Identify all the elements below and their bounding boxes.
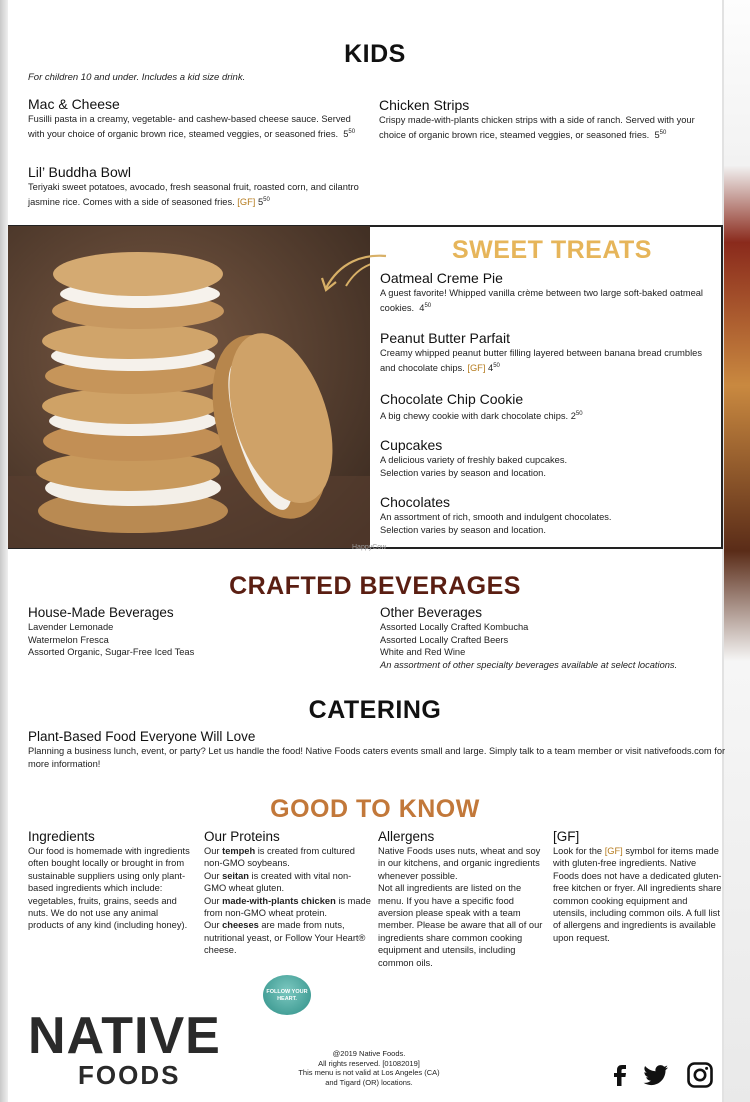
item-name: Chicken Strips xyxy=(379,97,470,113)
proteins-chicken: Our made-with-plants chicken is made from non-GMO wheat protein. xyxy=(204,895,371,919)
item-name: Mac & Cheese xyxy=(28,96,120,112)
item-desc: Teriyaki sweet potatoes, avocado, fresh seasonal fruit, roasted corn, and cilantro jasmine rice. Comes with a side of seasoned fries. [GF] $5^{50}$ xyxy=(28,182,359,208)
item-desc-note: Selection varies by season and location. xyxy=(380,525,546,535)
item-desc: Fusilli pasta in a creamy, vegetable- and cashew-based cheese sauce. Served with your choice of organic brown rice, steamed veggies, or seasoned fries. $5^{50}$ xyxy=(28,114,356,140)
catering-desc: Planning a business lunch, event, or party? Let us handle the food! Native Foods caters events small and large. Simply talk to a team member or visit nativefoods.com for more information! xyxy=(28,746,726,769)
beverage-line: Lavender Lemonade xyxy=(28,622,114,632)
follow-your-heart-badge xyxy=(263,975,311,1015)
logo-foods: FOODS xyxy=(78,1060,181,1090)
menu-item xyxy=(380,330,715,375)
item-name: Oatmeal Creme Pie xyxy=(380,270,503,286)
item-desc: Crispy made-with-plants chicken strips with a side of ranch. Served with your choice of organic brown rice, steamed veggies, or seasoned fries. $5^{50}$ xyxy=(379,115,695,141)
beverage-line: White and Red Wine xyxy=(380,647,466,657)
facebook-icon[interactable] xyxy=(606,1062,634,1088)
good-to-know-title: GOOD TO KNOW xyxy=(270,795,480,823)
item-desc: A big chewy cookie with dark chocolate chips. $2^{50}$ xyxy=(380,411,583,422)
item-name: Chocolates xyxy=(380,494,451,510)
legal-line: This menu is not valid at Los Angeles (CA) xyxy=(298,1068,440,1077)
beverage-note: An assortment of other specialty beverages available at select locations. xyxy=(380,659,678,670)
beverage-line: Watermelon Fresca xyxy=(28,634,109,645)
allergens-desc-2: Not all ingredients are listed on the menu. If you have a specific food aversion please speak with a team member. Please be aware that all of our ingredients share common cooking equipment and utensils, including common oils. xyxy=(378,883,543,968)
arrow-doodle-icon xyxy=(318,252,388,297)
menu-item xyxy=(28,96,368,141)
item-desc: Creamy whipped peanut butter filling layered between banana bread crumbles and chocolate chips. [GF] $4^{50}$ xyxy=(380,348,702,374)
menu-item xyxy=(380,391,715,423)
ingredients-desc: Our food is homemade with ingredients often bought locally or brought in from sustainable suppliers using only plant-based ingredients which include: vegetables, fruits, grains, seeds and nuts. We do not use any animal products of any kind (including honey). xyxy=(28,846,190,931)
kids-note: For children 10 and under. Includes a kid size drink. xyxy=(28,72,246,83)
menu-item xyxy=(380,270,715,315)
page-edge-left xyxy=(0,0,8,1102)
menu-item xyxy=(380,437,715,480)
beverage-line: Assorted Locally Crafted Kombucha xyxy=(380,622,529,632)
legal-line: All rights reserved. [01082019] xyxy=(318,1058,420,1068)
beverages-title: CRAFTED BEVERAGES xyxy=(229,572,521,600)
proteins-cheeses: Our cheeses are made from nuts, nutritional yeast, or Follow Your Heart® cheese. xyxy=(204,920,366,956)
page-edge-right xyxy=(724,0,750,1102)
allergens-col xyxy=(378,828,548,969)
menu-item xyxy=(379,97,724,142)
allergens-heading: Allergens xyxy=(378,829,435,844)
ingredients-heading: Ingredients xyxy=(28,829,95,844)
beverage-heading: House-Made Beverages xyxy=(28,605,174,620)
beverage-line: Assorted Organic, Sugar-Free Iced Teas xyxy=(28,647,195,657)
proteins-tempeh: Our tempeh is created from cultured non-GMO soybeans. xyxy=(204,846,355,869)
item-name: Chocolate Chip Cookie xyxy=(380,391,524,407)
item-name: Peanut Butter Parfait xyxy=(380,330,510,346)
legal-text xyxy=(280,1049,458,1087)
legal-line: @2019 Native Foods. xyxy=(332,1049,406,1058)
cookie-stack-illustration xyxy=(8,226,370,548)
cookie-photo xyxy=(8,226,370,548)
watermark: HappyCow xyxy=(352,544,387,551)
gf-desc: Look for the [GF] symbol for items made with gluten-free ingredients. Native Foods does not have a dedicated gluten-free kitchen or fryer. All ingredients share common cooking equipment and utensils, including common oils. A full list of allergens and ingredients is available upon request. xyxy=(553,846,722,943)
badge-line-1: FOLLOW YOUR xyxy=(266,989,308,995)
menu-item xyxy=(28,164,368,209)
gf-col xyxy=(553,828,723,944)
catering-title: CATERING xyxy=(308,696,442,724)
item-name: Lil’ Buddha Bowl xyxy=(28,164,131,180)
item-desc: A delicious variety of freshly baked cupcakes. xyxy=(380,455,568,465)
sweet-treats-title: SWEET TREATS xyxy=(452,236,652,264)
proteins-seitan: Our seitan is created with vital non-GMO wheat gluten. xyxy=(204,870,352,894)
beverage-line: Assorted Locally Crafted Beers xyxy=(380,634,509,645)
proteins-col xyxy=(204,828,372,957)
logo-native: NATIVE xyxy=(28,1007,221,1065)
item-desc-note: Selection varies by season and location. xyxy=(380,468,546,478)
allergens-desc: Native Foods uses nuts, wheat and soy in our kitchens, and organic ingredients whenever possible. xyxy=(378,846,541,881)
badge-line-2: HEART. xyxy=(277,996,297,1002)
item-name: Cupcakes xyxy=(380,437,443,453)
menu-item xyxy=(380,494,715,537)
catering-block xyxy=(28,728,728,771)
proteins-heading: Our Proteins xyxy=(204,829,280,844)
gf-heading: [GF] xyxy=(553,829,580,844)
catering-heading: Plant-Based Food Everyone Will Love xyxy=(28,729,256,744)
beverage-heading: Other Beverages xyxy=(380,605,483,620)
item-desc: An assortment of rich, smooth and indulgent chocolates. xyxy=(380,512,612,522)
kids-title: KIDS xyxy=(344,40,406,68)
legal-line: and Tigard (OR) locations. xyxy=(325,1077,413,1087)
twitter-icon[interactable] xyxy=(642,1062,670,1088)
ingredients-col xyxy=(28,828,196,932)
instagram-icon[interactable] xyxy=(686,1062,714,1088)
house-beverages xyxy=(28,604,358,659)
other-beverages xyxy=(380,604,725,671)
item-desc: A guest favorite! Whipped vanilla crème between two large soft-baked oatmeal cookies. $4^{50}$ xyxy=(380,288,703,314)
